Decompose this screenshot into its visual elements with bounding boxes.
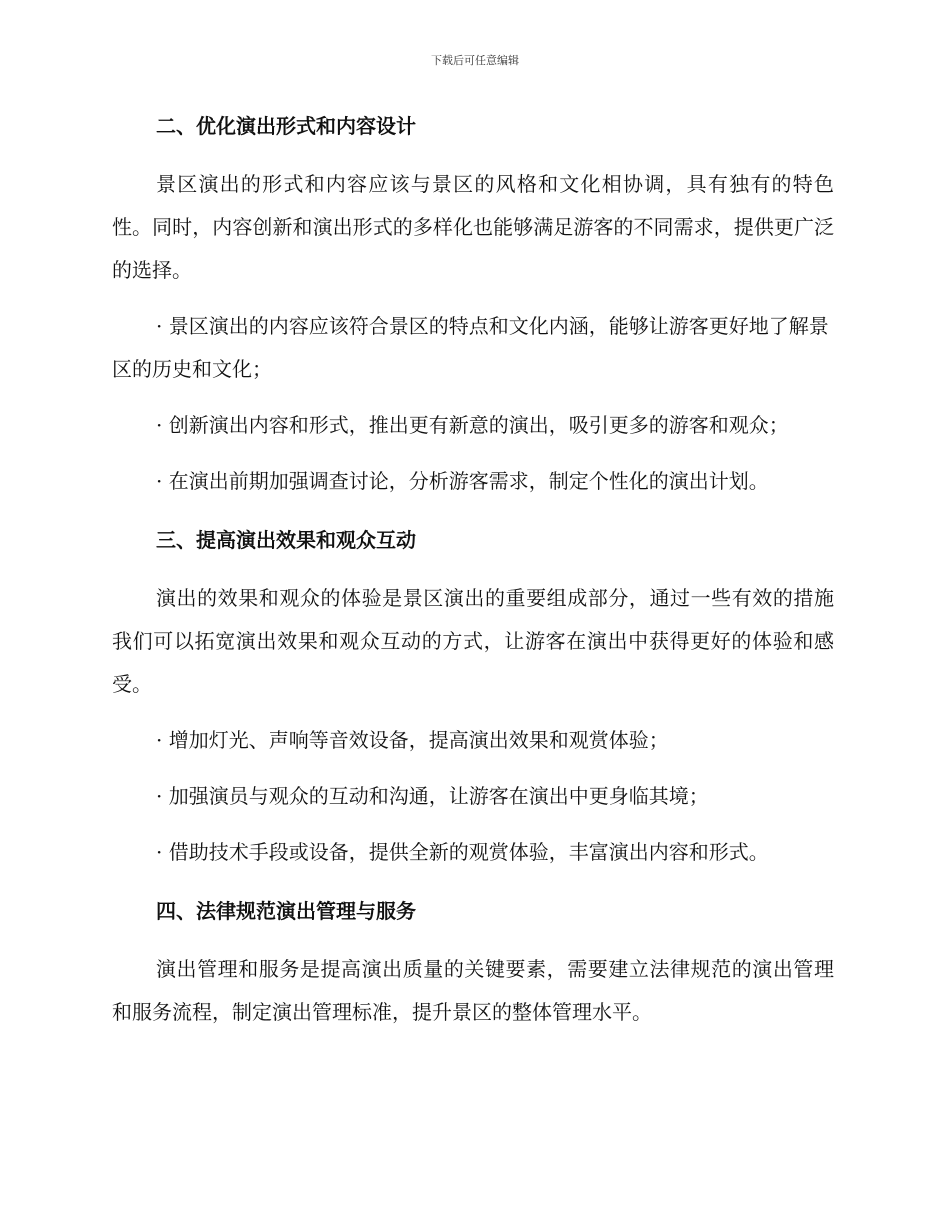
section-2-bullet-3: · 在演出前期加强调查讨论，分析游客需求，制定个性化的演出计划。 [156,469,769,493]
section-2-heading: 二、优化演出形式和内容设计 [156,114,416,138]
document-body [112,108,834,1034]
section-3-heading: 三、提高演出效果和观众互动 [156,528,416,552]
section-3-bullet-3: · 借助技术手段或设备，提供全新的观赏体验，丰富演出内容和形式。 [156,840,769,864]
section-2-paragraph: 景区演出的形式和内容应该与景区的风格和文化相协调，具有独有的特色性。同时，内容创新和演出形式的多样化也能够满足游客的不同需求，提供更广泛的选择。 [112,172,834,282]
section-2-bullet-2: · 创新演出内容和形式，推出更有新意的演出，吸引更多的游客和观众； [156,413,789,437]
section-4-heading: 四、法律规范演出管理与服务 [156,899,416,923]
section-3-bullet-2: · 加强演员与观众的互动和沟通，让游客在演出中更身临其境； [156,784,709,808]
section-4-paragraph: 演出管理和服务是提高演出质量的关键要素，需要建立法律规范的演出管理和服务流程，制定演出管理标准，提升景区的整体管理水平。 [112,957,834,1024]
page-header: 下载后可任意编辑 [431,54,519,67]
section-2-bullet-1: · 景区演出的内容应该符合景区的特点和文化内涵，能够让游客更好地了解景区的历史和文化； [112,314,829,381]
section-3-paragraph: 演出的效果和观众的体验是景区演出的重要组成部分，通过一些有效的措施我们可以拓宽演出效果和观众互动的方式，让游客在演出中获得更好的体验和感受。 [112,586,834,696]
section-3-bullet-1: · 增加灯光、声响等音效设备，提高演出效果和观赏体验； [156,728,669,752]
